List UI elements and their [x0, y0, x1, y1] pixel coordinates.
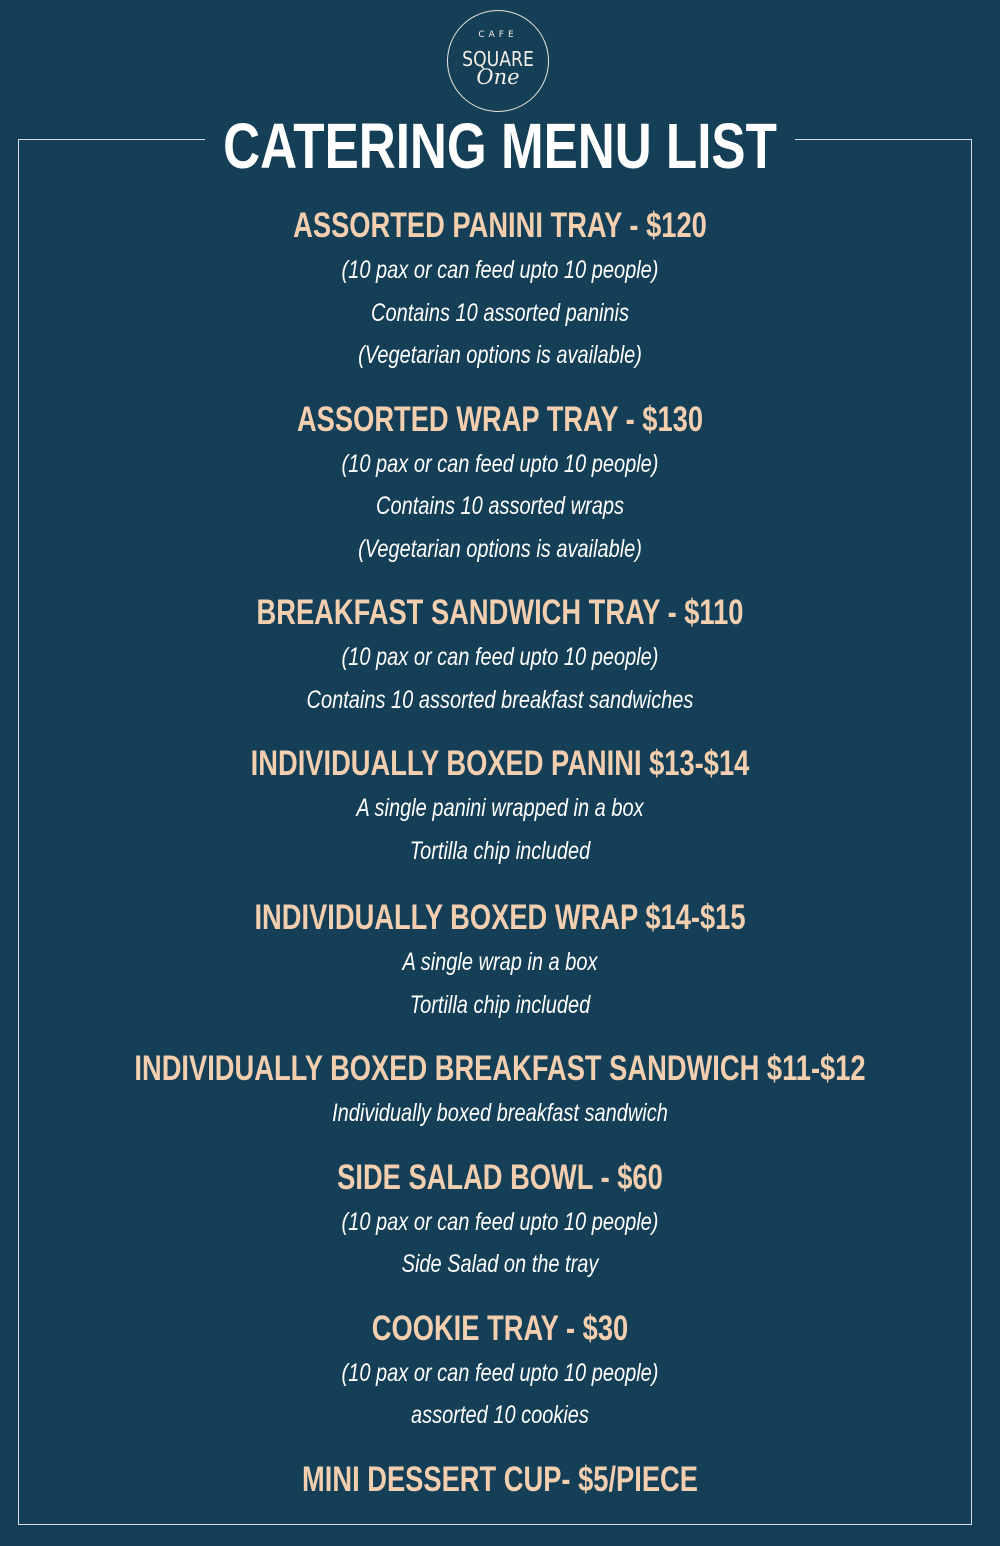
menu-item — [0, 590, 1000, 721]
menu-item — [0, 203, 1000, 377]
menu-item-detail: Side Salad on the tray — [401, 1250, 599, 1278]
menu-item-detail: Tortilla chip included — [409, 990, 591, 1019]
menu-item-detail: assorted 10 cookies — [411, 1401, 589, 1429]
menu-item-detail: A single wrap in a box — [402, 948, 598, 976]
menu-item-detail: Tortilla chip included — [409, 836, 591, 865]
menu-item-detail: (10 pax or can feed upto 10 people) — [341, 256, 659, 284]
menu-item — [0, 1457, 1000, 1503]
menu-item — [0, 1155, 1000, 1286]
page-title: CATERING MENU LIST — [223, 110, 777, 182]
menu-item-detail: (10 pax or can feed upto 10 people) — [341, 1207, 659, 1236]
logo-cafe-text: CAFE — [478, 30, 518, 40]
menu-item-name: ASSORTED WRAP TRAY - $130 — [296, 399, 704, 439]
menu-item — [0, 895, 1000, 1026]
menu-item-name: MINI DESSERT CUP- $5/PIECE — [302, 1459, 698, 1499]
menu-item-name: INDIVIDUALLY BOXED WRAP $14-$15 — [254, 898, 746, 937]
menu-item-detail: Individually boxed breakfast sandwich — [332, 1099, 668, 1127]
menu-item-name: BREAKFAST SANDWICH TRAY - $110 — [256, 593, 744, 632]
menu-item — [0, 741, 1000, 872]
menu-item-detail: (10 pax or can feed upto 10 people) — [341, 449, 659, 478]
menu-item-name: INDIVIDUALLY BOXED PANINI $13-$14 — [250, 744, 750, 783]
menu-item-detail: Contains 10 assorted paninis — [371, 298, 629, 327]
menu-item-name: INDIVIDUALLY BOXED BREAKFAST SANDWICH $11-$12 — [134, 1049, 866, 1088]
menu-item-name: ASSORTED PANINI TRAY - $120 — [293, 206, 707, 245]
menu-item — [0, 1306, 1000, 1437]
menu-item-detail: (Vegetarian options is available) — [358, 341, 642, 369]
menu-item-name: COOKIE TRAY - $30 — [371, 1308, 629, 1348]
menu-item-detail: (10 pax or can feed upto 10 people) — [341, 643, 659, 671]
logo-square-text: SQUARE — [462, 47, 534, 71]
menu-item-detail: A single panini wrapped in a box — [356, 794, 644, 822]
menu-item-detail: Contains 10 assorted breakfast sandwiches — [306, 685, 694, 714]
menu-item-detail: (10 pax or can feed upto 10 people) — [341, 1358, 659, 1387]
menu-item-detail: (Vegetarian options is available) — [358, 534, 642, 563]
menu-list — [0, 203, 1000, 1503]
menu-item — [0, 397, 1000, 571]
menu-item — [0, 1046, 1000, 1135]
logo-one-script: One — [476, 65, 520, 89]
cafe-square-one-logo — [447, 10, 549, 112]
menu-item-detail: Contains 10 assorted wraps — [376, 492, 624, 520]
menu-item-name: SIDE SALAD BOWL - $60 — [337, 1157, 663, 1197]
